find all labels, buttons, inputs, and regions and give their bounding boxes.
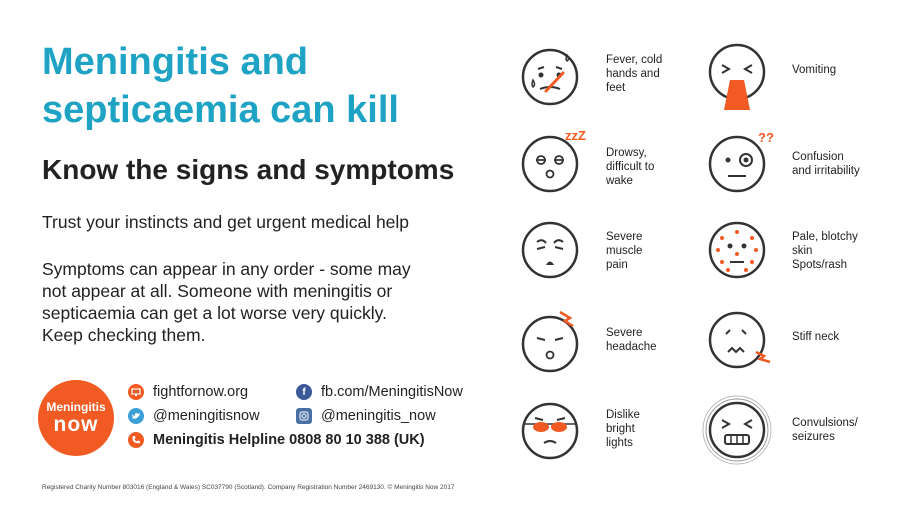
subtitle: Know the signs and symptoms (42, 154, 455, 185)
body-line-3: septicaemia can get a lot worse very quickly. (42, 303, 387, 323)
globe-icon (128, 384, 144, 400)
symptom-rash-label: Pale, blotchy skin Spots/rash (792, 231, 858, 271)
body-text (42, 258, 462, 346)
rash-face-icon (700, 218, 775, 283)
symptom-drowsy-label: Drowsy, difficult to wake (606, 147, 655, 187)
body-line-1: Symptoms can appear in any order - some may (42, 259, 411, 279)
confusion-face-icon (700, 126, 780, 196)
instagram-text: @meningitis_now (321, 408, 436, 424)
meningitis-now-logo (38, 380, 114, 456)
twitter-text: @meningitisnow (153, 408, 260, 424)
drowsy-zzz-mark: zzZ (565, 128, 586, 143)
symptom-light-sensitivity-label: Dislike bright lights (606, 409, 640, 449)
helpline-link[interactable] (128, 432, 425, 448)
symptom-confusion-label: Confusion and irritability (792, 151, 860, 177)
title-line-2: septicaemia can kill (42, 89, 399, 131)
muscle-pain-face-icon (515, 218, 585, 283)
vomiting-face-icon (700, 40, 775, 115)
facebook-icon: f (296, 384, 312, 400)
title-line-1: Meningitis and (42, 41, 308, 83)
website-link[interactable] (128, 384, 248, 400)
confusion-question-mark: ?? (758, 130, 774, 145)
symptom-stiff-neck-label: Stiff neck (792, 331, 840, 343)
facebook-text: fb.com/MeningitisNow (321, 384, 463, 400)
twitter-icon (128, 408, 144, 424)
symptom-convulsions-label: Convulsions/ seizures (792, 417, 858, 443)
symptom-vomiting-label: Vomiting (792, 64, 837, 76)
facebook-link[interactable] (296, 384, 463, 400)
headache-face-icon (515, 302, 590, 377)
logo-line-2: now (53, 413, 99, 436)
twitter-link[interactable] (128, 408, 260, 424)
stiff-neck-face-icon (700, 308, 780, 378)
legal-footer: Registered Charity Number 803016 (England & Wales) SC037790 (Scotland). Company Registration Number 2469130. © Meningitis Now 2017 (42, 484, 455, 491)
convulsions-face-icon (695, 390, 780, 470)
phone-icon (128, 432, 144, 448)
symptom-muscle-pain-label: Severe muscle pain (606, 231, 643, 271)
light-sensitivity-face-icon (515, 396, 585, 466)
instagram-icon (296, 408, 312, 424)
logo-line-1: Meningitis (46, 400, 106, 414)
instagram-link[interactable] (296, 408, 436, 424)
main-title (42, 38, 462, 134)
fever-face-icon (515, 45, 585, 110)
website-text: fightfornow.org (153, 384, 249, 400)
symptom-headache-label: Severe headache (606, 327, 657, 353)
symptom-fever-label: Fever, cold hands and feet (606, 54, 663, 94)
drowsy-face-icon (515, 126, 590, 196)
body-line-2: not appear at all. Someone with meningitis or (42, 281, 393, 301)
body-line-4: Keep checking them. (42, 325, 206, 345)
helpline-text: Meningitis Helpline 0808 80 10 388 (UK) (153, 432, 425, 448)
instincts-text: Trust your instincts and get urgent medical help (42, 212, 410, 232)
